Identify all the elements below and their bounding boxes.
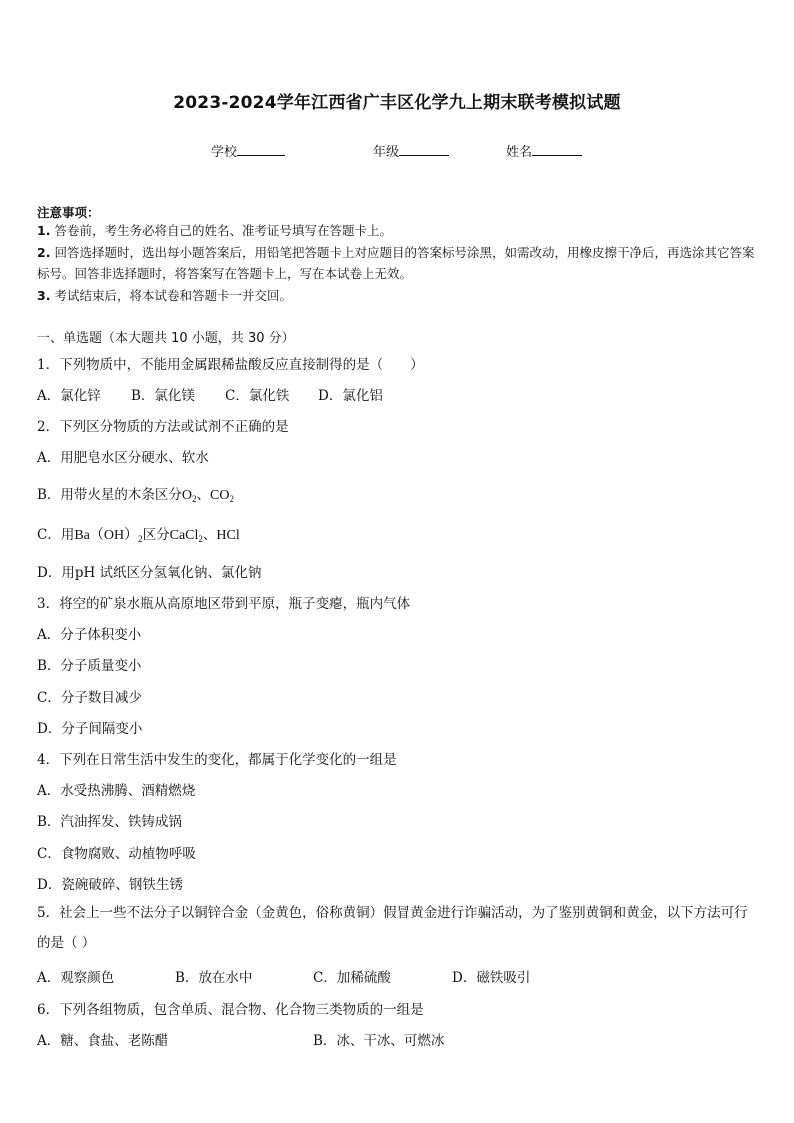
exam-title: 2023-2024学年江西省广丰区化学九上期末联考模拟试题	[173, 93, 621, 113]
answer-option[interactable]: D．分子间隔变小	[37, 721, 143, 737]
formula-o2: $O_2$	[181, 488, 197, 504]
school-field[interactable]	[211, 141, 285, 160]
answer-option[interactable]: C．食物腐败、动植物呼吸	[37, 846, 196, 862]
section-heading: 一、单选题（本大题共 10 小题，共 30 分）	[37, 331, 295, 346]
answer-option[interactable]: B．氯化镁	[131, 388, 195, 404]
answer-option[interactable]: D．氯化铝	[318, 388, 383, 404]
name-blank[interactable]	[532, 142, 582, 156]
note-text: 回答选择题时，选出每小题答案后，用铅笔把答题卡上对应题目的答案标号涂黑，如需改动，用橡皮擦干净后，再选涂其它答案标号。回答非选择题时，将答案写在答题卡上，写在本试卷上无效。	[37, 245, 755, 281]
question-stem: 6．下列各组物质，包含单质、混合物、化合物三类物质的一组是	[37, 1002, 424, 1018]
answer-option[interactable]: A．用肥皂水区分硬水、软水	[37, 450, 209, 466]
answer-option[interactable]	[37, 523, 240, 544]
formula-hcl: HCl	[216, 528, 240, 543]
question-stem: 5．社会上一些不法分子以铜锌合金（金黄色，俗称黄铜）假冒黄金进行诈骗活动，为了鉴别黄铜和黄金，以下方法可行的是（ ）	[37, 905, 748, 951]
option-text: C．用	[37, 527, 75, 543]
answer-option[interactable]: B．分子质量变小	[37, 658, 142, 674]
option-text: 区分	[142, 527, 170, 543]
notes-heading: 注意事项：	[37, 205, 100, 220]
grade-field[interactable]	[373, 141, 449, 160]
note-number: 3.	[37, 288, 51, 303]
formula-cacl2: CaCl$_2$	[169, 528, 203, 544]
note-item	[37, 242, 757, 284]
answer-option[interactable]: B．冰、干冰、可燃冰	[313, 1033, 445, 1049]
note-item	[37, 285, 757, 306]
answer-option[interactable]: A．分子体积变小	[37, 627, 142, 643]
separator: 、	[202, 527, 217, 543]
formula-baoh2: $Ba(OH)_2$	[74, 528, 143, 544]
grade-label: 年级	[373, 145, 400, 160]
answer-option[interactable]: D．用pH 试纸区分氢氧化钠、氯化钠	[37, 565, 262, 581]
school-blank[interactable]	[237, 142, 285, 156]
question-stem: 2．下列区分物质的方法或试剂不正确的是	[37, 419, 289, 435]
name-label: 姓名	[506, 145, 533, 160]
answer-option[interactable]: B．放在水中	[175, 970, 253, 986]
student-info-row	[0, 141, 794, 161]
answer-option[interactable]: C．氯化铁	[225, 388, 290, 404]
answer-option[interactable]: D．瓷碗破碎、钢铁生锈	[37, 877, 183, 893]
separator: 、	[196, 487, 211, 503]
answer-option[interactable]: C．分子数目减少	[37, 690, 142, 706]
answer-option[interactable]: A．观察颜色	[37, 970, 115, 986]
note-text: 答卷前，考生务必将自己的姓名、准考证号填写在答题卡上。	[54, 223, 392, 238]
note-item	[37, 220, 757, 241]
grade-blank[interactable]	[399, 142, 449, 156]
name-field[interactable]	[506, 141, 582, 160]
question-stem: 4．下列在日常生活中发生的变化，都属于化学变化的一组是	[37, 752, 397, 768]
option-text: B．用带火星的木条区分	[37, 487, 182, 503]
formula-co2: $CO_2$	[210, 488, 234, 504]
note-text: 考试结束后，将本试卷和答题卡一并交回。	[54, 288, 292, 303]
note-number: 1.	[37, 223, 51, 238]
answer-option[interactable]: D．磁铁吸引	[452, 970, 531, 986]
school-label: 学校	[211, 145, 238, 160]
answer-option[interactable]: A．糖、食盐、老陈醋	[37, 1033, 169, 1049]
answer-option[interactable]: C．加稀硫酸	[313, 970, 391, 986]
answer-option[interactable]: B．汽油挥发、铁铸成锅	[37, 814, 182, 830]
answer-option[interactable]	[37, 483, 234, 504]
note-number: 2.	[37, 245, 51, 260]
question-stem: 1．下列物质中，不能用金属跟稀盐酸反应直接制得的是（ ）	[37, 357, 424, 373]
answer-option[interactable]: A．水受热沸腾、酒精燃烧	[37, 783, 196, 799]
question-stem: 3．将空的矿泉水瓶从高原地区带到平原，瓶子变瘪，瓶内气体	[37, 596, 411, 612]
answer-option[interactable]: A．氯化锌	[37, 388, 101, 404]
